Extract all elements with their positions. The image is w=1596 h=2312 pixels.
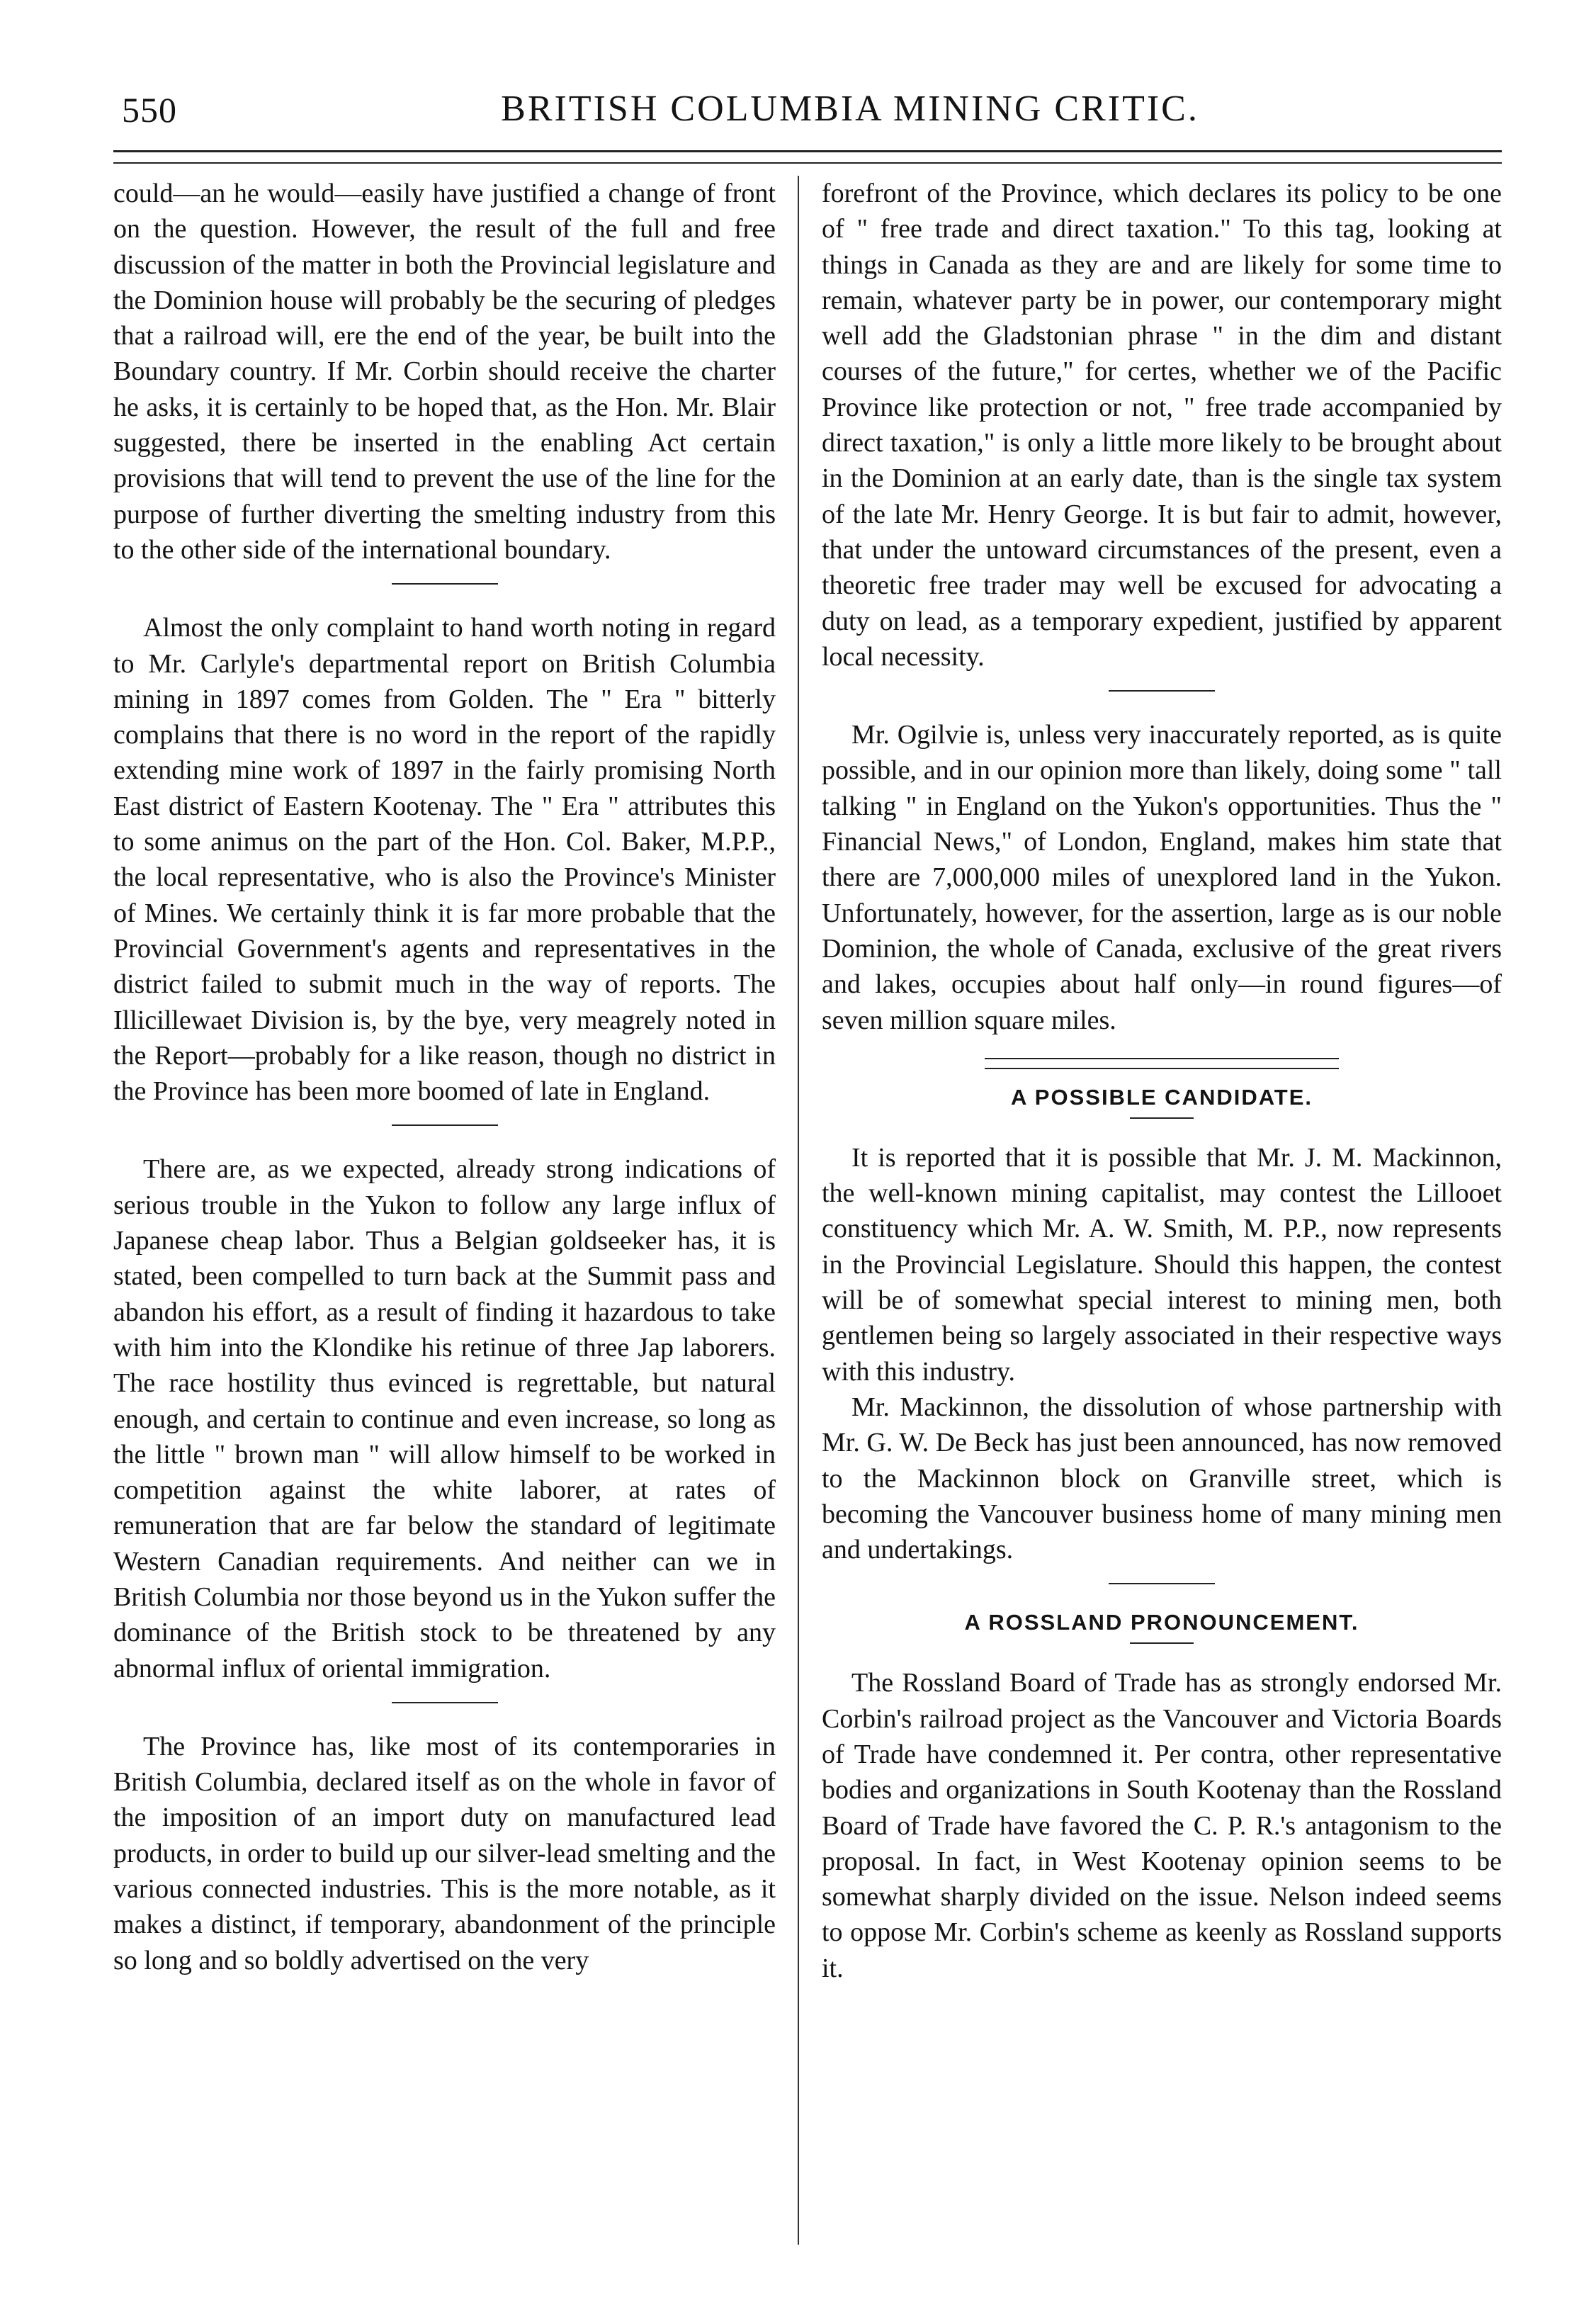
paragraph-free-trade: forefront of the Province, which declares its policy to be one of " free trade and direct taxation." To this tag, looking at things in Canada as they are and are likely for some time to remain, whatever party be in power, our contemporary might well add the Gladstonian phrase " in the dim and distant courses of the future," for certes, whether we of the Pacific Province like protection or not, " free trade accompanied by direct taxation," is only a little more likely to be brought about in the Dominion at an early date, than is the single tax system of the late Mr. Henry George. It is but fair to admit, however, that under the untoward circumstances of the present, even a theoretic free trader may well be excused for advocating a duty on lead, as a temporary expedient, justified by apparent local necessity. xyxy=(822,179,1502,672)
page xyxy=(113,71,1502,2282)
heading-possible-candidate: A POSSIBLE CANDIDATE. xyxy=(1010,1084,1313,1110)
paragraph-mackinnon-lillooet: It is reported that it is possible that Mr. J. M. Mackinnon, the well-known mining capitalist, may contest the Lillooet constituency which Mr. A. W. Smith, M. P.P., now represents in the Provincial Legislature. Should this happen, the contest will be of somewhat special interest to mining men, both gentlemen being so largely associated in their respective ways with this industry. xyxy=(822,1142,1502,1387)
column-divider xyxy=(798,176,799,2245)
running-header xyxy=(113,71,1502,142)
left-column xyxy=(113,176,776,1978)
heading-underline xyxy=(1130,1117,1194,1119)
right-column xyxy=(822,176,1502,1986)
paragraph-carlyle-report: Almost the only complaint to hand worth noting in regard to Mr. Carlyle's departmental report on British Columbia mining in 1897 comes from Golden. The " Era " bitterly complains that there is no word in the report of the rapidly extending mine work of 1897 in the fairly promising North East district of Eastern Kootenay. The " Era " attributes this to some animus on the part of the Hon. Col. Baker, M.P.P., the local representative, who is also the Province's Minister of Mines. We certainly think it is far more probable that the Provincial Government's agents and representatives in the district failed to submit much in the way of reports. The Illicillewaet Division is, by the bye, very meagrely noted in the Report—probably for a like reason, though no district in the Province has been more boomed of late in England. xyxy=(113,613,776,1107)
paragraph-ogilvie: Mr. Ogilvie is, unless very inaccurately reported, as is quite possible, and in our opinion more than likely, doing some " tall talking " in England on the Yukon's opportunities. Thus the " Financial News," of London, England, makes him state that there are 7,000,000 miles of unexplored land in the Yukon. Unfortunately, however, for the assertion, large as is our noble Dominion, the whole of Canada, exclusive of the great rivers and lakes, occupies about half only—in round figures—of seven million square miles. xyxy=(822,720,1502,1035)
publication-title: BRITISH COLUMBIA MINING CRITIC. xyxy=(501,89,1199,129)
separator-rule xyxy=(392,1702,498,1703)
separator-rule xyxy=(392,583,498,585)
paragraph-yukon-labor: There are, as we expected, already strong indications of serious trouble in the Yukon to follow any large influx of Japanese cheap labor. Thus a Belgian goldseeker has, it is stated, been compelled to turn back at the Summit pass and abandon his effort, as a result of finding it hazardous to take with him into the Klondike his retinue of three Jap laborers. The race hostility thus evinced is regrettable, but natural enough, and certain to continue and even increase, so long as the little " brown man " will allow himself to be worked in competition against the white laborer, at rates of remuneration that are far below the standard of legitimate Western Canadian requirements. And neither can we in British Columbia nor those beyond us in the Yukon suffer the dominance of the British stock to be threatened by any abnormal influx of oriental immigration. xyxy=(113,1154,776,1684)
paragraph-mackinnon-block: Mr. Mackinnon, the dissolution of whose partnership with Mr. G. W. De Beck has just been announced, has now removed to the Mackinnon block on Granville street, which is becoming the Vancouver business home of many mining men and undertakings. xyxy=(822,1392,1502,1565)
heading-rossland: A ROSSLAND PRONOUNCEMENT. xyxy=(964,1610,1359,1635)
header-double-rule xyxy=(113,150,1502,164)
separator-rule xyxy=(1109,1583,1215,1584)
paragraph-rossland-board: The Rossland Board of Trade has as strongly endorsed Mr. Corbin's railroad project as the Vancouver and Victoria Boards of Trade have condemned it. Per contra, other representative bodies and organizations in South Kootenay than the Rossland Board of Trade have favored the C. P. R.'s antagonism to the proposal. In fact, in West Kootenay opinion seems to be somewhat sharply divided on the issue. Nelson indeed seems to oppose Mr. Corbin's scheme as keenly as Rossland supports it. xyxy=(822,1668,1502,1983)
article-columns xyxy=(113,176,1502,2282)
paragraph-lead-duty: The Province has, like most of its contemporaries in British Columbia, declared itself as on the whole in favor of the imposition of an import duty on manufactured lead products, in order to build up our silver-lead smelting and the various connected industries. This is the more notable, as it makes a distinct, if temporary, abandonment of the principle so long and so boldly advertised on the very xyxy=(113,1731,776,1975)
separator-rule xyxy=(392,1124,498,1126)
page-number: 550 xyxy=(122,90,177,130)
heading-underline xyxy=(1130,1642,1194,1644)
section-double-rule xyxy=(985,1058,1339,1069)
paragraph-corbin-charter: could—an he would—easily have justified a change of front on the question. However, the result of the full and free discussion of the matter in both the Provincial legislature and the Dominion house will probably be the securing of pledges that a railroad will, ere the end of the year, be built into the Boundary country. If Mr. Corbin should receive the charter he asks, it is certainly to be hoped that, as the Hon. Mr. Blair suggested, there be inserted in the enabling Act certain provisions that will tend to prevent the use of the line for the purpose of further diverting the smelting industry from this to the other side of the international boundary. xyxy=(113,179,776,565)
separator-rule xyxy=(1109,690,1215,692)
